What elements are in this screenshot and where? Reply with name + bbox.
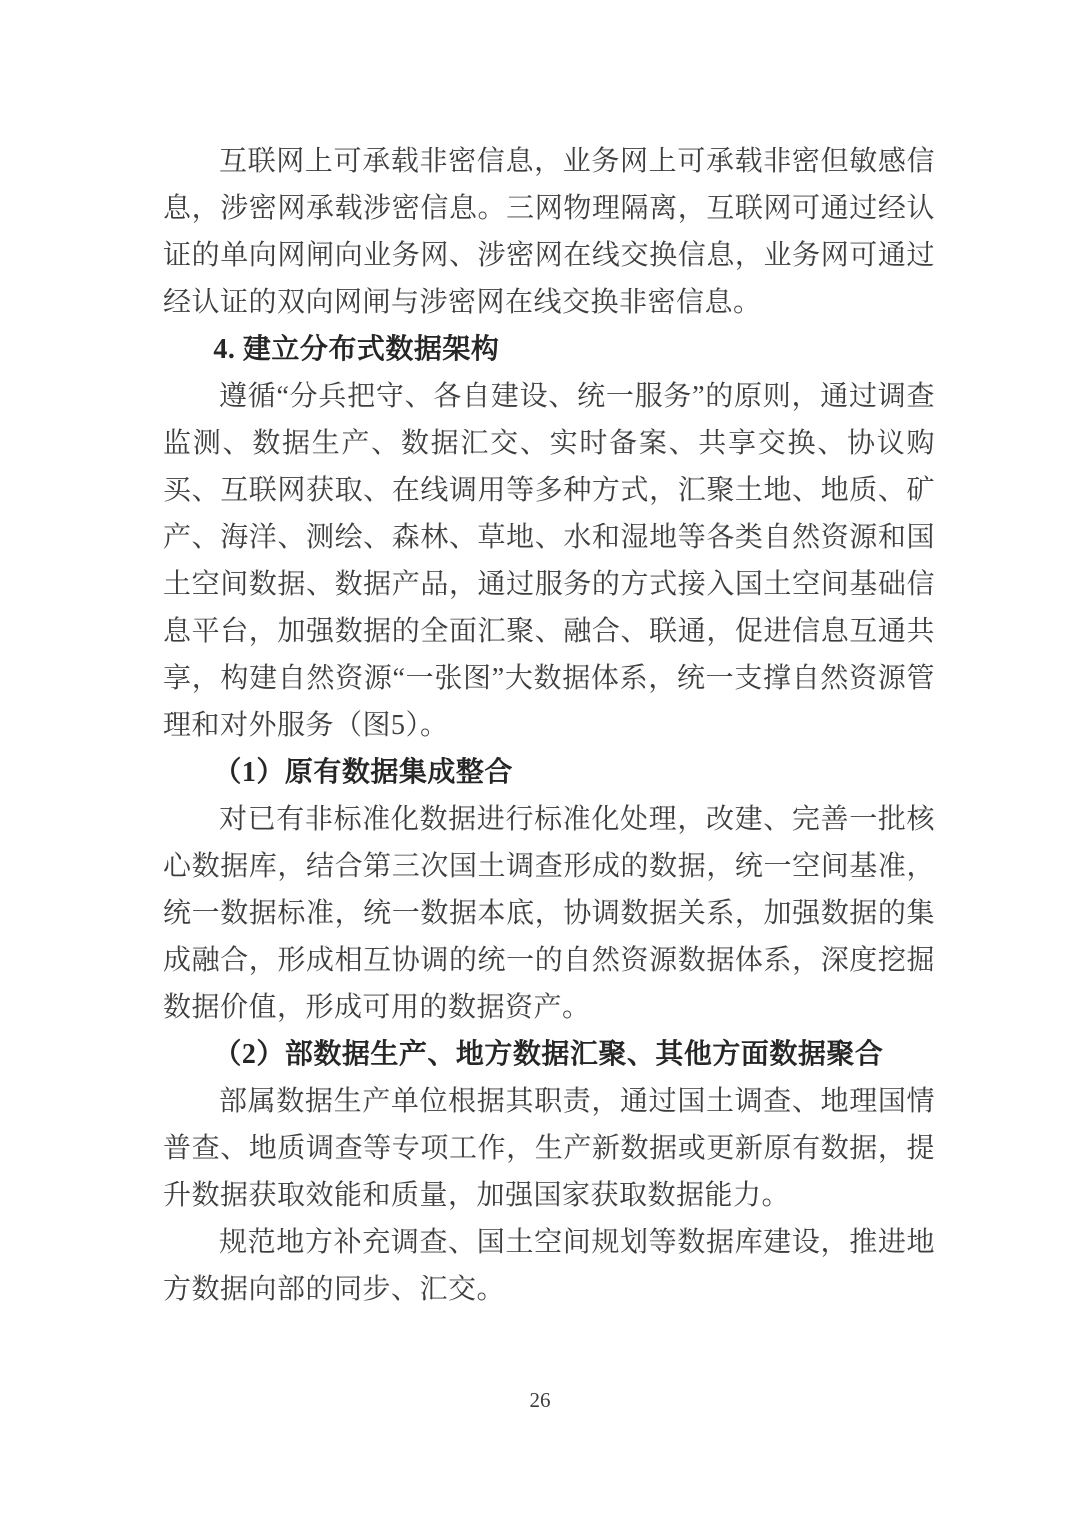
paragraph-data-aggregation: 遵循“分兵把守、各自建设、统一服务”的原则，通过调查监测、数据生产、数据汇交、实时备案、共享交换、协议购买、互联网获取、在线调用等多种方式，汇聚土地、地质、矿产、海洋、测绘、森林、草地、水和湿地等各类自然资源和国土空间数据、数据产品，通过服务的方式接入国土空间基础信息平台，加强数据的全面汇聚、融合、联通，促进信息互通共享，构建自然资源“一张图”大数据体系，统一支撑自然资源管理和对外服务（图5）。 xyxy=(163,381,935,741)
page-content xyxy=(163,138,935,1313)
paragraph-ministry-data-production: 部属数据生产单位根据其职责，通过国土调查、地理国情普查、地质调查等专项工作，生产新数据或更新原有数据，提升数据获取效能和质量，加强国家获取数据能力。 xyxy=(163,1086,935,1211)
paragraph-local-data-sync: 规范地方补充调查、国土空间规划等数据库建设，推进地方数据向部的同步、汇交。 xyxy=(163,1227,935,1305)
paragraph-network-security: 互联网上可承载非密信息，业务网上可承载非密但敏感信息，涉密网承载涉密信息。三网物理隔离，互联网可通过经认证的单向网闸向业务网、涉密网在线交换信息，业务网可通过经认证的双向网闸与涉密网在线交换非密信息。 xyxy=(163,146,935,318)
section-heading-4-distributed-data-architecture: 4. 建立分布式数据架构 xyxy=(213,334,500,365)
subsection-heading-2-ministry-local-data: （2）部数据生产、地方数据汇聚、其他方面数据聚合 xyxy=(213,1039,884,1070)
paragraph-data-standardization: 对已有非标准化数据进行标准化处理，改建、完善一批核心数据库，结合第三次国土调查形成的数据，统一空间基准，统一数据标准，统一数据本底，协调数据关系，加强数据的集成融合，形成相互协调的统一的自然资源数据体系，深度挖掘数据价值，形成可用的数据资产。 xyxy=(163,804,935,1023)
page-number: 26 xyxy=(529,1388,551,1412)
subsection-heading-1-existing-data-integration: （1）原有数据集成整合 xyxy=(213,757,513,788)
